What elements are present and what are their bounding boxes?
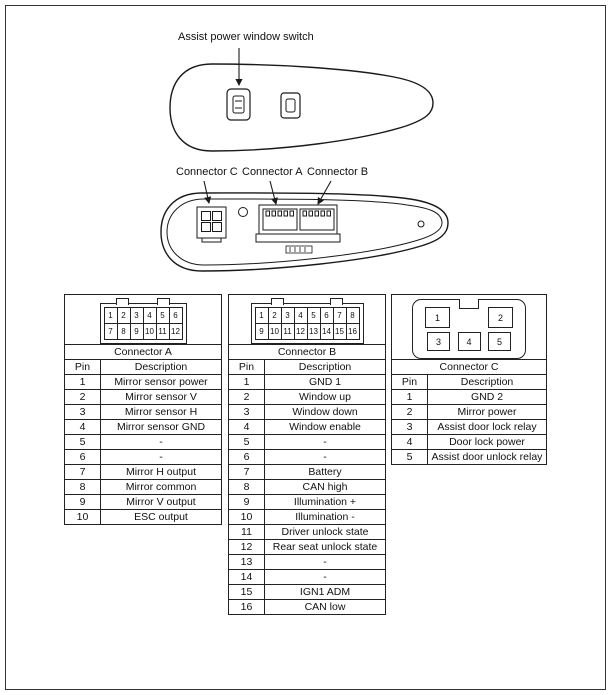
pin-number: 6	[169, 307, 183, 324]
pin-cell: 9	[65, 495, 101, 510]
connector-c-drawing-cell	[392, 295, 547, 360]
pin-cell: 9	[229, 495, 265, 510]
description-cell: Window enable	[265, 420, 386, 435]
connector-c-pin-table	[391, 294, 547, 465]
switch-bottom-view-drawing	[161, 193, 448, 271]
description-cell: Rear seat unlock state	[265, 540, 386, 555]
description-cell: Assist door lock relay	[428, 420, 547, 435]
description-cell: -	[265, 435, 386, 450]
pin-number: 9	[130, 323, 144, 340]
pin-cell: 12	[229, 540, 265, 555]
table-row	[229, 375, 386, 390]
pin-cell: 16	[229, 600, 265, 615]
description-cell: GND 2	[428, 390, 547, 405]
pin-number: 2	[117, 307, 131, 324]
connector-tab-icon	[330, 298, 343, 305]
device-diagram-svg	[0, 0, 611, 292]
pin-row-top	[104, 307, 183, 324]
table-row	[65, 420, 222, 435]
pin-number: 4	[458, 332, 481, 351]
pin-row-bottom	[255, 323, 360, 340]
description-cell: Mirror sensor H	[101, 405, 222, 420]
pin-number: 7	[333, 307, 347, 324]
table-row	[229, 465, 386, 480]
description-cell: CAN high	[265, 480, 386, 495]
description-cell: GND 1	[265, 375, 386, 390]
pin-cell: 10	[229, 510, 265, 525]
connector-c-drawing	[197, 207, 226, 242]
description-cell: -	[265, 450, 386, 465]
description-cell: Assist door unlock relay	[428, 450, 547, 465]
description-cell: Door lock power	[428, 435, 547, 450]
pin-cell: 1	[229, 375, 265, 390]
table-row	[392, 390, 547, 405]
switch-label: Assist power window switch	[178, 31, 314, 43]
connector-a-b-drawing	[256, 205, 340, 242]
connector-a-drawing-cell	[65, 295, 222, 345]
pin-number: 1	[425, 307, 450, 328]
connector-c-arrow	[204, 181, 209, 203]
pin-number: 8	[117, 323, 131, 340]
pin-cell: 4	[229, 420, 265, 435]
pin-number: 12	[169, 323, 183, 340]
description-header: Description	[101, 360, 222, 375]
pin-cell: 3	[392, 420, 428, 435]
pin-row-bottom	[104, 323, 183, 340]
pin-number: 3	[130, 307, 144, 324]
table-row	[65, 495, 222, 510]
table-row	[229, 570, 386, 585]
table-row	[229, 435, 386, 450]
pin-cell: 3	[229, 405, 265, 420]
pin-number: 5	[307, 307, 321, 324]
table-row	[392, 420, 547, 435]
pin-cell: 8	[65, 480, 101, 495]
pin-number: 11	[156, 323, 170, 340]
pin-cell: 7	[229, 465, 265, 480]
description-cell: -	[101, 435, 222, 450]
pin-number: 4	[143, 307, 157, 324]
description-cell: Mirror power	[428, 405, 547, 420]
table-row	[229, 585, 386, 600]
description-header: Description	[428, 375, 547, 390]
connector-b-drawing-cell	[229, 295, 386, 345]
pin-row-top	[255, 307, 360, 324]
connector-b-title: Connector B	[229, 345, 386, 360]
pin-number: 13	[307, 323, 321, 340]
connector-a-pointer-label: Connector A	[242, 166, 303, 178]
connector-b-rows	[229, 375, 386, 615]
connector-a-title: Connector A	[65, 345, 222, 360]
description-cell: Window up	[265, 390, 386, 405]
connector-c-rows	[392, 390, 547, 465]
pin-cell: 6	[229, 450, 265, 465]
connector-tab-icon	[116, 298, 129, 305]
description-header: Description	[265, 360, 386, 375]
connector-b-block	[228, 294, 386, 615]
pin-header: Pin	[229, 360, 265, 375]
description-cell: Illumination +	[265, 495, 386, 510]
connector-notch-icon	[459, 299, 479, 309]
pin-number: 7	[104, 323, 118, 340]
description-cell: -	[265, 570, 386, 585]
pin-number: 4	[294, 307, 308, 324]
description-cell: Mirror sensor V	[101, 390, 222, 405]
pin-cell: 8	[229, 480, 265, 495]
table-row	[65, 510, 222, 525]
table-row	[229, 420, 386, 435]
table-row	[65, 450, 222, 465]
connector-b-arrow	[318, 181, 331, 204]
description-cell: Mirror V output	[101, 495, 222, 510]
description-cell: IGN1 ADM	[265, 585, 386, 600]
table-row	[65, 465, 222, 480]
description-cell: Mirror common	[101, 480, 222, 495]
description-cell: -	[101, 450, 222, 465]
pin-cell: 2	[229, 390, 265, 405]
connector-a-block	[64, 294, 222, 525]
pin-number: 2	[268, 307, 282, 324]
pin-number: 1	[104, 307, 118, 324]
pin-header: Pin	[392, 375, 428, 390]
table-row	[229, 600, 386, 615]
description-cell: Driver unlock state	[265, 525, 386, 540]
connector-c-title: Connector C	[392, 360, 547, 375]
connector-b-pointer-label: Connector B	[307, 166, 369, 178]
pin-number: 16	[346, 323, 360, 340]
pin-cell: 14	[229, 570, 265, 585]
pin-number: 5	[156, 307, 170, 324]
connector-tab-icon	[271, 298, 284, 305]
pin-cell: 5	[392, 450, 428, 465]
pin-cell: 7	[65, 465, 101, 480]
pin-cell: 3	[65, 405, 101, 420]
pin-number: 10	[268, 323, 282, 340]
pin-number: 11	[281, 323, 295, 340]
pin-cell: 4	[392, 435, 428, 450]
pin-cell: 10	[65, 510, 101, 525]
connector-a-pin-table	[64, 294, 222, 525]
pin-number: 3	[427, 332, 450, 351]
pin-number: 15	[333, 323, 347, 340]
connector-b-pin-table	[228, 294, 386, 615]
pin-header: Pin	[65, 360, 101, 375]
pin-cell: 2	[65, 390, 101, 405]
table-row	[392, 405, 547, 420]
table-row	[229, 555, 386, 570]
pin-row-bottom	[413, 328, 525, 351]
pin-number: 3	[281, 307, 295, 324]
description-cell: Illumination -	[265, 510, 386, 525]
table-row	[65, 375, 222, 390]
pin-cell: 15	[229, 585, 265, 600]
table-row	[229, 480, 386, 495]
pin-number: 2	[488, 307, 513, 328]
screw-hole-icon	[239, 208, 248, 217]
pin-cell: 11	[229, 525, 265, 540]
table-row	[229, 525, 386, 540]
description-cell: Mirror H output	[101, 465, 222, 480]
table-row	[65, 405, 222, 420]
connector-c-block	[391, 294, 547, 465]
pin-number: 5	[488, 332, 511, 351]
connector-c-pointer-label: Connector C	[176, 166, 238, 178]
pin-number: 1	[255, 307, 269, 324]
connector-a-pinout-icon	[100, 303, 187, 344]
connector-tab-icon	[157, 298, 170, 305]
pin-cell: 5	[229, 435, 265, 450]
connector-c-pinout-icon	[412, 299, 526, 359]
pin-number: 6	[320, 307, 334, 324]
connector-b-pinout-icon	[251, 303, 364, 344]
pin-number: 12	[294, 323, 308, 340]
table-row	[392, 435, 547, 450]
window-switch-button-drawing	[227, 89, 250, 120]
pin-number: 14	[320, 323, 334, 340]
description-cell: -	[265, 555, 386, 570]
table-row	[229, 510, 386, 525]
pin-cell: 1	[392, 390, 428, 405]
table-row	[229, 540, 386, 555]
description-cell: CAN low	[265, 600, 386, 615]
pin-cell: 1	[65, 375, 101, 390]
table-row	[65, 480, 222, 495]
table-row	[65, 390, 222, 405]
switch-top-view-drawing	[170, 64, 433, 151]
table-row	[229, 495, 386, 510]
secondary-switch-button-drawing	[281, 93, 300, 118]
description-cell: Mirror sensor power	[101, 375, 222, 390]
table-row	[229, 450, 386, 465]
pin-number: 8	[346, 307, 360, 324]
table-row	[65, 435, 222, 450]
pin-cell: 13	[229, 555, 265, 570]
description-cell: Mirror sensor GND	[101, 420, 222, 435]
pin-cell: 4	[65, 420, 101, 435]
pin-cell: 5	[65, 435, 101, 450]
table-row	[392, 450, 547, 465]
table-row	[229, 405, 386, 420]
pin-number: 9	[255, 323, 269, 340]
description-cell: ESC output	[101, 510, 222, 525]
description-cell: Window down	[265, 405, 386, 420]
screw-hole-right-icon	[418, 221, 424, 227]
connector-a-rows	[65, 375, 222, 525]
pin-cell: 2	[392, 405, 428, 420]
description-cell: Battery	[265, 465, 386, 480]
part-number-mark	[286, 246, 312, 253]
pin-cell: 6	[65, 450, 101, 465]
pin-number: 10	[143, 323, 157, 340]
table-row	[229, 390, 386, 405]
